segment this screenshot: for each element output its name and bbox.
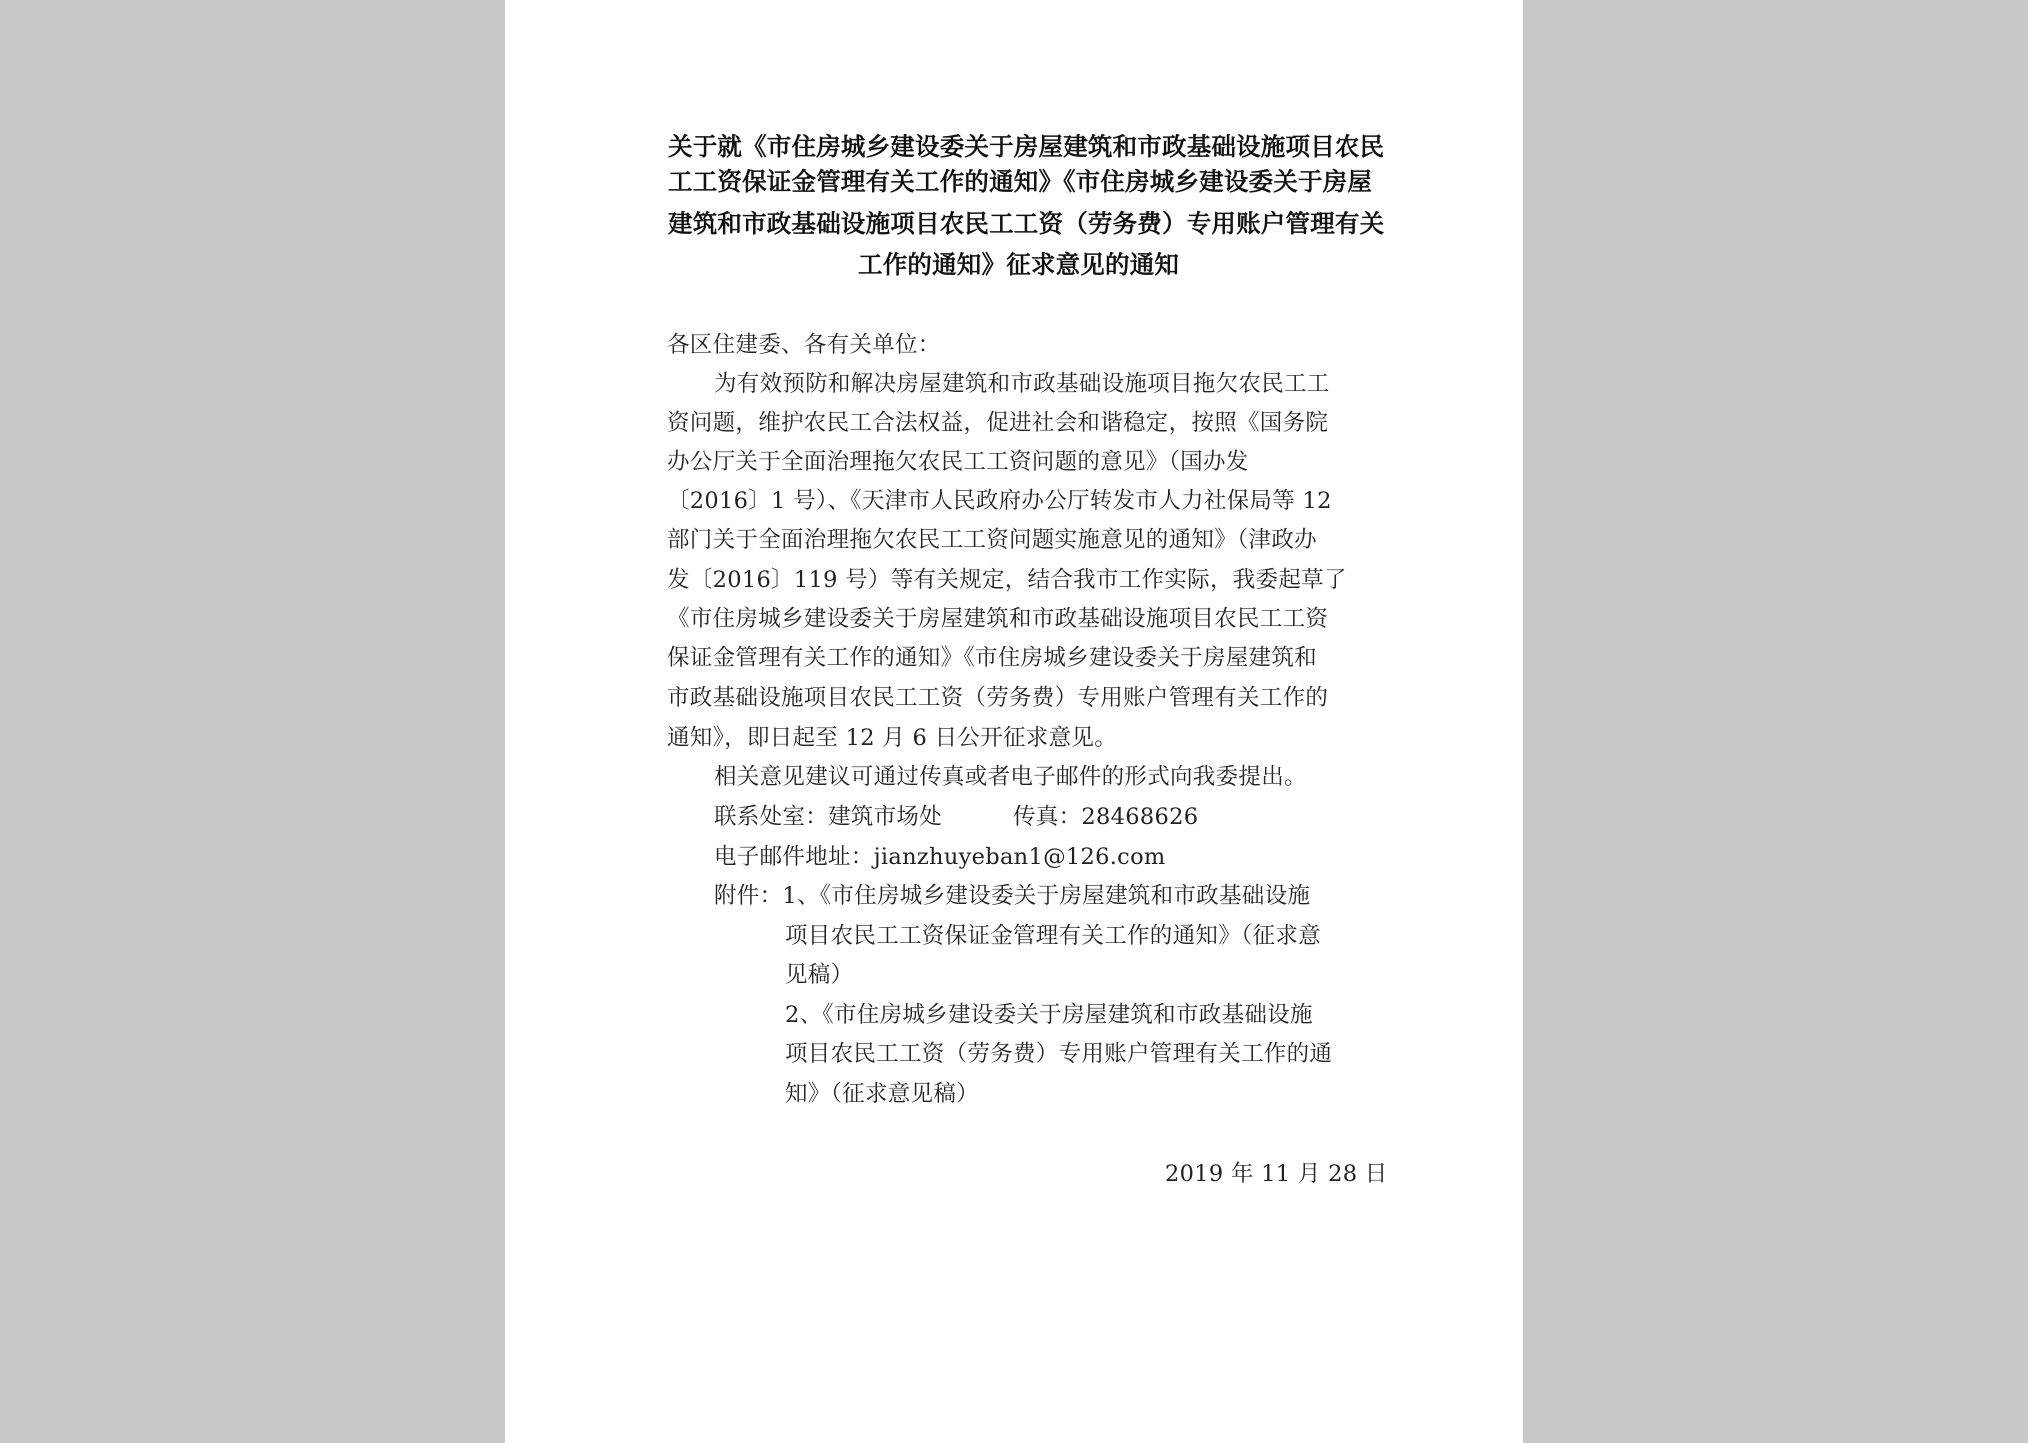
contact-office: 联系处室：建筑市场处 [714,804,943,830]
body-line-5: 部门关于全面治理拖欠农民工工资问题实施意见的通知》（津政办 [667,527,1317,553]
attachment-1-line-3: 见稿） [785,962,854,988]
title-line-2: 工工资保证金管理有关工作的通知》《市住房城乡建设委关于房屋 [668,167,1373,196]
contact-fax: 传真：28468626 [1013,804,1199,830]
document-page [505,0,1523,1443]
body-line-6: 发〔2016〕119 号）等有关规定，结合我市工作实际，我委起草了 [667,567,1347,593]
contact-email: 电子邮件地址：jianzhuyeban1@126.com [714,844,1166,870]
body-line-9: 市政基础设施项目农民工工资（劳务费）专用账户管理有关工作的 [667,685,1329,711]
body-line-3: 办公厅关于全面治理拖欠农民工工资问题的意见》（国办发 [667,449,1249,475]
body-line-11: 相关意见建议可通过传真或者电子邮件的形式向我委提出。 [714,764,1307,790]
title-line-4: 工作的通知》征求意见的通知 [858,250,1180,279]
attachment-2-line-3: 知》（征求意见稿） [785,1081,979,1107]
body-line-2: 资问题，维护农民工合法权益，促进社会和谐稳定，按照《国务院 [667,410,1329,436]
body-line-7: 《市住房城乡建设委关于房屋建筑和市政基础设施项目农民工工资 [667,606,1329,632]
body-line-1: 为有效预防和解决房屋建筑和市政基础设施项目拖欠农民工工 [714,371,1330,397]
attachment-2-line-2: 项目农民工工资（劳务费）专用账户管理有关工作的通 [785,1041,1333,1067]
title-line-3: 建筑和市政基础设施项目农民工工资（劳务费）专用账户管理有关 [668,209,1385,238]
document-date: 2019 年 11 月 28 日 [1165,1161,1388,1187]
body-line-8: 保证金管理有关工作的通知》《市住房城乡建设委关于房屋建筑和 [667,645,1317,671]
body-line-4: 〔2016〕1 号）、《天津市人民政府办公厅转发市人力社保局等 12 [667,488,1332,514]
salutation: 各区住建委、各有关单位： [667,332,941,358]
attachment-2-line-1: 2、《市住房城乡建设委关于房屋建筑和市政基础设施 [785,1002,1313,1028]
attachment-1-line-1: 附件：1、《市住房城乡建设委关于房屋建筑和市政基础设施 [714,883,1311,909]
attachment-1-line-2: 项目农民工工资保证金管理有关工作的通知》（征求意 [785,923,1321,949]
body-line-10: 通知》，即日起至 12 月 6 日公开征求意见。 [667,725,1118,751]
title-line-1: 关于就《市住房城乡建设委关于房屋建筑和市政基础设施项目农民 [668,132,1385,161]
